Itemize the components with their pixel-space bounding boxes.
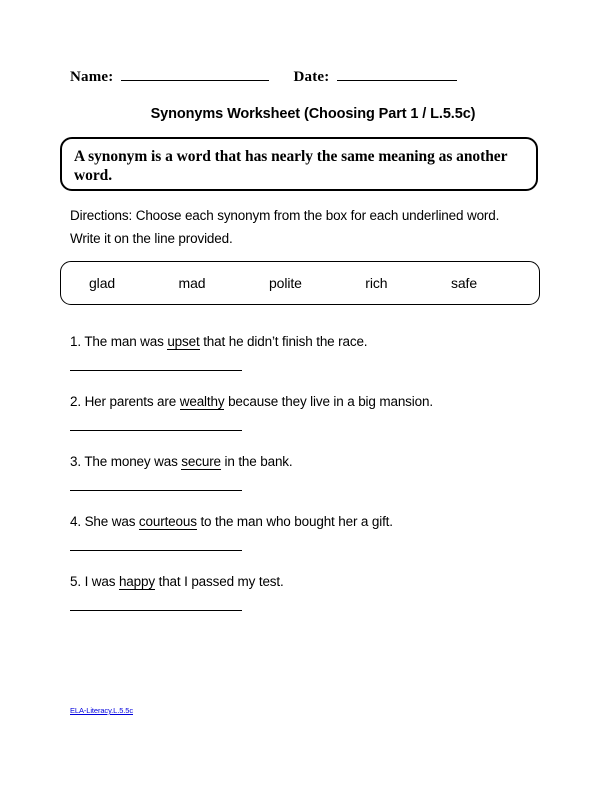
question-target-word: happy [118, 574, 155, 589]
question-number: 4. [70, 514, 81, 529]
question-target-word: upset [167, 334, 200, 349]
question-after-text: that he didn’t finish the race. [199, 334, 368, 349]
page-title: Synonyms Worksheet (Choosing Part 1 / L.5.5c) [150, 106, 476, 122]
definition-box [60, 137, 538, 191]
question-number: 1. [70, 334, 81, 349]
question-before-text: The money was [84, 454, 182, 469]
word-bank-item[interactable]: rich [365, 275, 388, 291]
definition-text: A synonym is a word that has nearly the same meaning as another word. [74, 148, 508, 185]
question-after-text: that I passed my test. [155, 574, 284, 589]
question-item [70, 514, 540, 574]
word-bank-box [60, 261, 540, 305]
answer-line[interactable] [70, 430, 242, 431]
questions-list [70, 334, 540, 634]
word-bank-list [61, 262, 539, 304]
question-text [70, 514, 540, 530]
answer-line[interactable] [70, 490, 242, 491]
question-text [70, 334, 540, 350]
date-input-blank[interactable] [337, 66, 457, 81]
question-target-word: wealthy [179, 394, 225, 409]
answer-line[interactable] [70, 550, 242, 551]
question-text [70, 454, 540, 470]
answer-line[interactable] [70, 370, 242, 371]
question-before-text: I was [84, 574, 119, 589]
question-after-text: because they live in a big mansion. [224, 394, 433, 409]
question-number: 2. [70, 394, 81, 409]
directions-text: Directions: Choose each synonym from the box for each underlined word. Write it on the line provided. [70, 208, 500, 247]
question-before-text: Her parents are [84, 394, 180, 409]
question-number: 5. [70, 574, 81, 589]
question-item [70, 334, 540, 394]
word-bank-item[interactable]: polite [268, 275, 302, 291]
question-before-text: The man was [84, 334, 168, 349]
date-label: Date: [293, 69, 330, 85]
name-label: Name: [70, 69, 114, 85]
question-text [70, 574, 540, 590]
question-target-word: secure [181, 454, 221, 469]
question-number: 3. [70, 454, 81, 469]
word-bank-item[interactable]: safe [450, 275, 477, 291]
question-item [70, 394, 540, 454]
name-date-row [70, 66, 540, 90]
standard-link[interactable]: ELA-Literacy.L.5.5c [70, 706, 133, 715]
name-input-blank[interactable] [121, 66, 269, 81]
question-item [70, 454, 540, 514]
question-text [70, 394, 540, 410]
answer-line[interactable] [70, 610, 242, 611]
question-after-text: in the bank. [220, 454, 293, 469]
question-after-text: to the man who bought her a gift. [196, 514, 393, 529]
question-before-text: She was [84, 514, 139, 529]
question-item [70, 574, 540, 634]
word-bank-item[interactable]: glad [89, 275, 116, 291]
word-bank-item[interactable]: mad [178, 275, 206, 291]
question-target-word: courteous [138, 514, 197, 529]
